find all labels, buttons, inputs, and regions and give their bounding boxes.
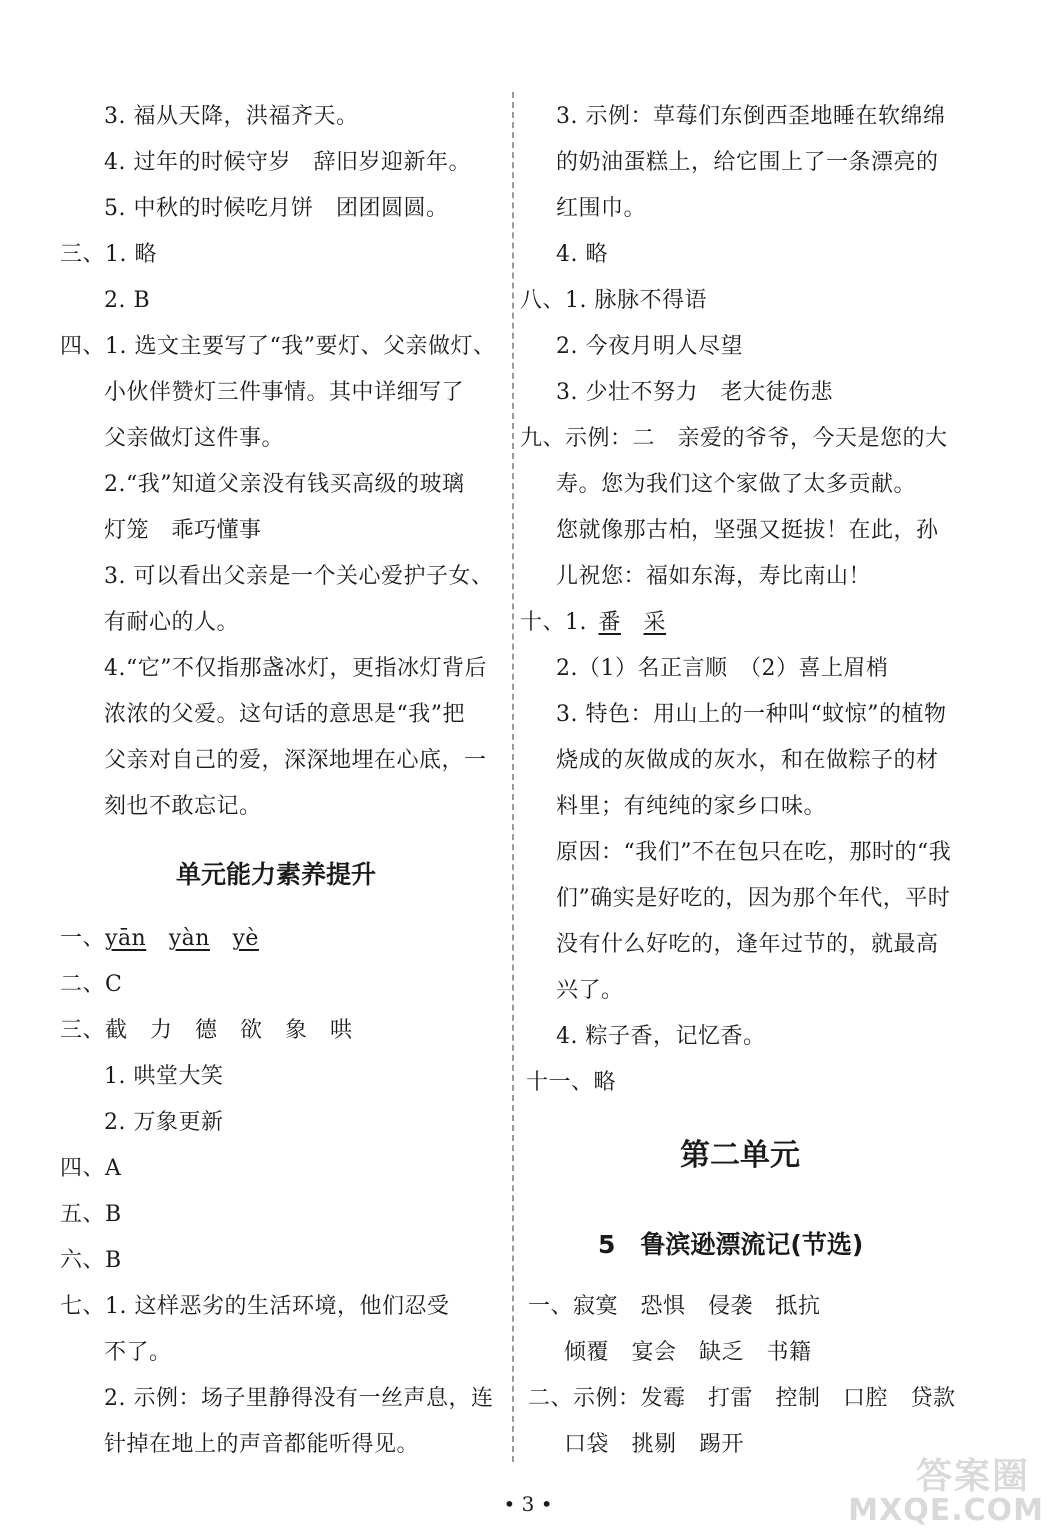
answer-line: 兴了。 [556,978,624,1003]
answer-line: 们”确实是好吃的，因为那个年代，平时 [556,886,951,911]
question-number: 一、 [60,926,106,951]
answer-line: 烧成的灰做成的灰水，和在做粽子的材 [556,748,939,773]
answer-line: 浓浓的父爱。这句话的意思是“我”把 [104,702,465,727]
answer-line: 九、示例：二 亲爱的爷爷，今天是您的大 [520,426,948,451]
answer-line: 没有什么好吃的，逢年过节的，就最高 [556,932,939,957]
watermark-logo [848,1448,1044,1528]
answer-line: 4.“它”不仅指那盏冰灯，更指冰灯背后 [104,656,487,681]
answer-line: 二、示例：发霉 打雷 控制 口腔 贷款 [528,1386,956,1411]
pinyin-answer: yàn [168,926,210,951]
answer-line: 二、C [60,972,123,997]
answer-line: 针掉在地上的声音都能听得见。 [104,1432,420,1457]
section-heading: 单元能力素养提升 [176,860,377,889]
answer-line: 倾覆 宴会 缺乏 书籍 [564,1340,812,1365]
answer-line: 不了。 [104,1340,172,1365]
answer-line: 2. B [104,288,151,313]
answer-line: 2.“我”知道父亲没有钱买高级的玻璃 [104,472,465,497]
answer-line: 3. 少壮不努力 老大徒伤悲 [556,380,833,405]
answer-line: 3. 可以看出父亲是一个关心爱护子女、 [104,564,494,589]
answer-line: 三、1. 略 [60,242,157,267]
answer-line: 5. 中秋的时候吃月饼 团团圆圆。 [104,196,449,221]
answer-line: 2. 示例：场子里静得没有一丝声息，连 [104,1386,494,1411]
page-number: • 3 • [503,1492,553,1516]
answer-line: 一、寂寞 恐惧 侵袭 抵抗 [528,1294,821,1319]
answer-line: 七、1. 这样恶劣的生活环境，他们忍受 [60,1294,450,1319]
answer-line: 3. 示例：草莓们东倒西歪地睡在软绵绵 [556,104,946,129]
answer-line: 寿。您为我们这个家做了太多贡献。 [556,472,917,497]
answer-line: 刻也不敢忘记。 [104,794,262,819]
underlined-word: 番 [598,610,622,635]
answer-line: 八、1. 脉脉不得语 [520,288,707,313]
answer-line: 原因：“我们”不在包只在吃，那时的“我 [556,840,952,865]
answer-line: 您就像那古柏，坚强又挺拔！在此，孙 [556,518,939,543]
answer-line: 料里；有纯纯的家乡口味。 [556,794,827,819]
question-number: 十、1. [520,610,587,635]
unit-title: 第二单元 [680,1138,800,1173]
answer-line: 红围巾。 [556,196,647,221]
answer-line: 十一、略 [526,1070,617,1095]
answer-line: 三、截 力 德 欲 象 哄 [60,1018,353,1043]
answer-line: 2.（1）名正言顺 （2）喜上眉梢 [556,656,889,681]
answer-line: 3. 福从天降，洪福齐天。 [104,104,359,129]
pinyin-answer-line [60,924,259,954]
answer-line: 4. 过年的时候守岁 辞旧岁迎新年。 [104,150,471,175]
underlined-answer-line [520,608,666,638]
answer-line: 四、1. 选文主要写了“我”要灯、父亲做灯、 [60,334,496,359]
answer-line: 四、A [60,1156,122,1181]
answer-line: 口袋 挑剔 踢开 [564,1432,745,1457]
pinyin-answer: yè [232,926,259,951]
answer-line: 五、B [60,1202,122,1227]
watermark-url: MXQE.COM [848,1493,1044,1528]
answer-line: 的奶油蛋糕上，给它围上了一条漂亮的 [556,150,939,175]
lesson-title: 5 鲁滨逊漂流记(节选) [598,1230,864,1259]
answer-line: 父亲对自己的爱，深深地埋在心底，一 [104,748,487,773]
answer-line: 2. 今夜月明人尽望 [556,334,743,359]
answer-line: 1. 哄堂大笑 [104,1064,224,1089]
answer-line: 儿祝您：福如东海，寿比南山！ [556,564,872,589]
watermark-text: 答案圈 [915,1456,1030,1497]
answer-line: 六、B [60,1248,122,1273]
answer-line: 4. 粽子香，记忆香。 [556,1024,766,1049]
answer-line: 小伙伴赞灯三件事情。其中详细写了 [104,380,465,405]
underlined-word: 采 [643,610,667,635]
answer-line: 灯笼 乖巧懂事 [104,518,262,543]
answer-line: 父亲做灯这件事。 [104,426,285,451]
answer-line: 2. 万象更新 [104,1110,224,1135]
answer-line: 3. 特色：用山上的一种叫“蚊惊”的植物 [556,702,947,727]
pinyin-answer: yān [105,926,147,951]
column-divider [512,92,514,1462]
answer-line: 有耐心的人。 [104,610,240,635]
answer-line: 4. 略 [556,242,608,267]
